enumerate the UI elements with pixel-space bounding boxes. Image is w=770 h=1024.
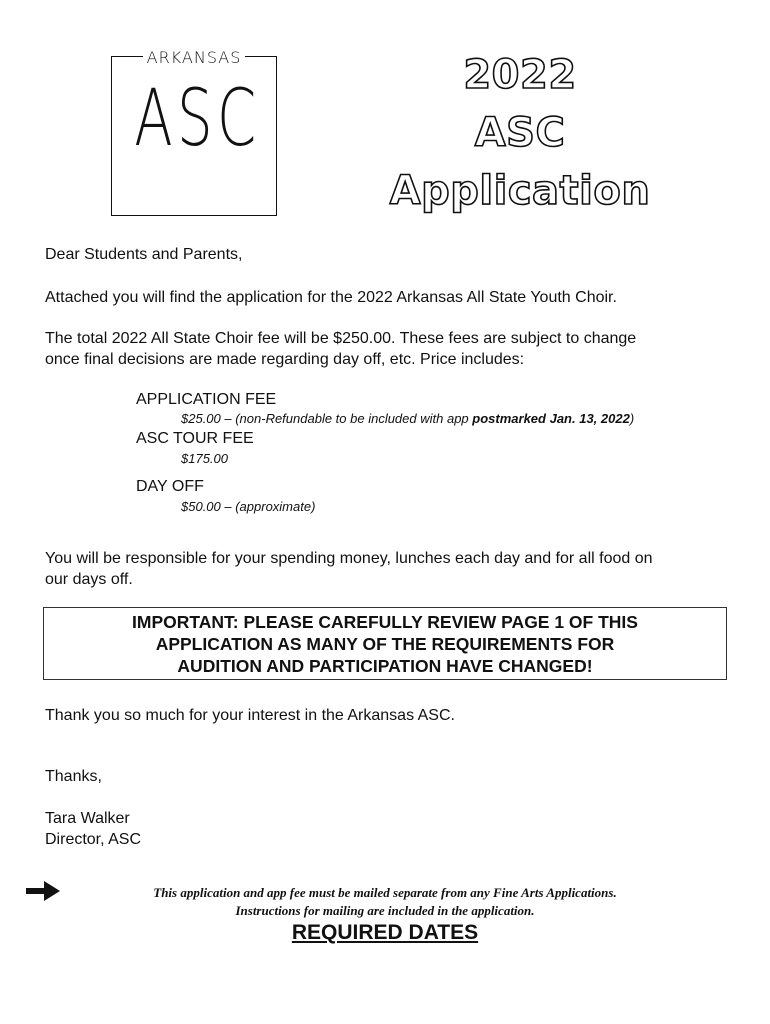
page-title	[380, 46, 660, 220]
fee-detail-text: $25.00 – (non-Refundable to be included with app	[181, 411, 473, 426]
important-notice-box	[43, 607, 727, 680]
fee-name-dayoff: DAY OFF	[136, 478, 204, 495]
fee-paragraph-line: once final decisions are made regarding day off, etc. Price includes:	[45, 351, 525, 368]
signature-block	[45, 808, 141, 850]
title-year: 2022	[463, 52, 577, 98]
fee-name-application: APPLICATION FEE	[136, 391, 277, 408]
fee-detail-tour: $175.00	[181, 451, 228, 466]
important-line: APPLICATION AS MANY OF THE REQUIREMENTS FOR	[155, 634, 615, 654]
spending-line: our days off.	[45, 571, 133, 588]
important-line: AUDITION AND PARTICIPATION HAVE CHANGED!	[177, 656, 593, 676]
mailing-note-line: Instructions for mailing are included in the application.	[235, 903, 535, 918]
important-line: IMPORTANT: PLEASE CAREFULLY REVIEW PAGE 1 OF THIS	[132, 612, 638, 632]
fee-name-tour: ASC TOUR FEE	[136, 430, 254, 447]
closing-thanks: Thanks,	[45, 768, 102, 785]
thank-you-text: Thank you so much for your interest in the Arkansas ASC.	[45, 707, 455, 724]
fee-detail-text: )	[629, 411, 635, 426]
fee-paragraph	[45, 328, 636, 370]
logo-main-text: ASC	[134, 74, 261, 164]
right-arrow-icon	[26, 880, 60, 902]
greeting: Dear Students and Parents,	[45, 246, 243, 263]
intro-paragraph: Attached you will find the application for the 2022 Arkansas All State Youth Choir.	[45, 289, 617, 306]
spending-paragraph	[45, 548, 653, 590]
fee-detail-application	[181, 410, 634, 428]
spending-line: You will be responsible for your spending money, lunches each day and for all food on	[45, 550, 653, 567]
required-dates-heading: REQUIRED DATES	[291, 921, 479, 944]
title-application: Application	[389, 168, 651, 214]
signature-name: Tara Walker	[45, 810, 130, 827]
logo-top-text: ARKANSAS	[143, 48, 246, 67]
mailing-note	[100, 884, 670, 920]
title-org: ASC	[474, 110, 566, 156]
fee-detail-dayoff: $50.00 – (approximate)	[181, 499, 316, 514]
signature-title: Director, ASC	[45, 831, 142, 848]
fee-paragraph-line: The total 2022 All State Choir fee will be $250.00. These fees are subject to change	[45, 330, 637, 347]
mailing-note-line: This application and app fee must be mailed separate from any Fine Arts Applications.	[153, 885, 617, 900]
logo-top-label	[111, 46, 277, 68]
fee-detail-bold: postmarked Jan. 13, 2022	[472, 411, 630, 426]
